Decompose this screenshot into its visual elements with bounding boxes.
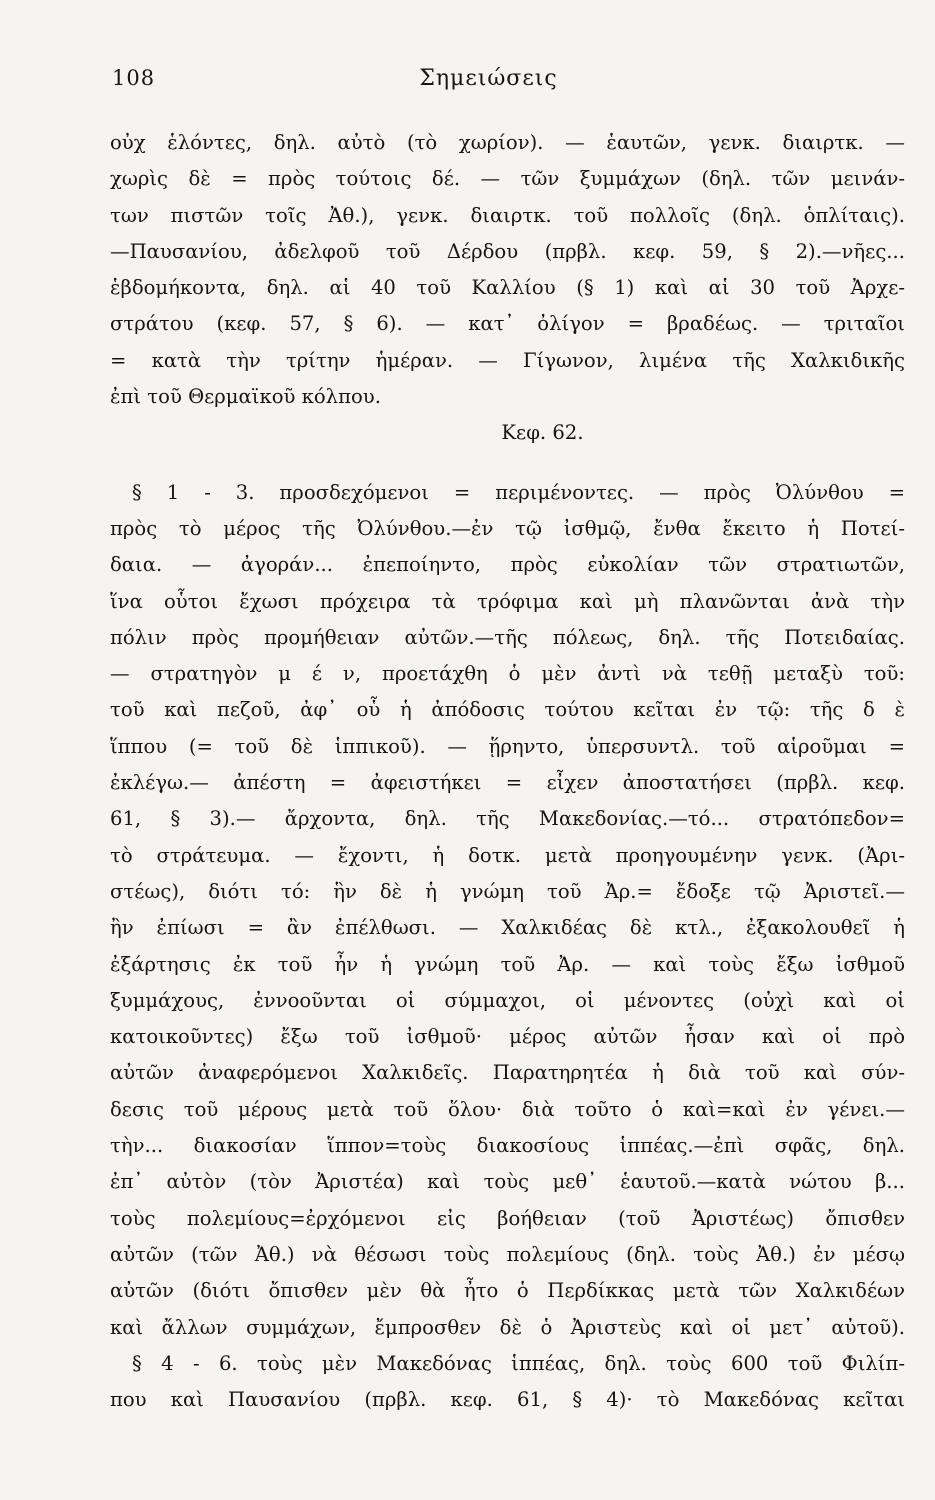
text-line: § 1 - 3. προσδεχόμενοι = περιμένοντες. — πρὸς Ὀλύνθου = — [132, 480, 905, 504]
text-line: ξυμμάχους, ἐννοοῦνται οἱ σύμμαχοι, οἱ μένοντες (οὐχὶ καὶ οἱ — [110, 988, 905, 1012]
text-line: ἵππου (= τοῦ δὲ ἱππικοῦ). — ᾕρηντο, ὑπερσυντλ. τοῦ αἱροῦμαι = — [110, 734, 905, 758]
text-line: ἐκλέγω.— ἀπέστη = ἀφειστήκει = εἶχεν ἀποστατήσει (πρβλ. κεφ. — [110, 771, 905, 795]
notes-body — [110, 125, 905, 1418]
text-line: ἑβδομήκοντα, δηλ. αἱ 40 τοῦ Καλλίου (§ 1) καὶ αἱ 30 τοῦ Ἀρχε- — [110, 276, 905, 300]
text-line: —Παυσανίου, ἀδελφοῦ τοῦ Δέρδου (πρβλ. κεφ. 59, § 2).—νῆες... — [110, 239, 905, 263]
text-line: — στρατηγὸν μ έ ν, προετάχθη ὁ μὲν ἀντὶ νὰ τεθῇ μεταξὺ τοῦ: — [110, 662, 905, 686]
text-line: τοὺς πολεμίους=ἐρχόμενοι εἰς βοήθειαν (τοῦ Ἀριστέως) ὄπισθεν — [110, 1206, 905, 1230]
text-line: 61, § 3).— ἄρχοντα, δηλ. τῆς Μακεδονίας.—τό... στρατόπεδον= — [110, 807, 905, 831]
page-number: 108 — [112, 66, 156, 90]
text-line: που καὶ Παυσανίου (πρβλ. κεφ. 61, § 4)· τὸ Μακεδόνας κεῖται — [110, 1388, 905, 1412]
text-line: § 4 - 6. τοὺς μὲν Μακεδόνας ἱππέας, δηλ. τοὺς 600 τοῦ Φιλίπ- — [132, 1351, 905, 1375]
text-line: αὐτῶν ἀναφερόμενοι Χαλκιδεῖς. Παρατηρητέα ἡ διὰ τοῦ καὶ σύν- — [110, 1061, 905, 1085]
text-line: κατοικοῦντες) ἔξω τοῦ ἰσθμοῦ· μέρος αὐτῶν ἦσαν καὶ οἱ πρὸ — [110, 1025, 905, 1049]
text-line: αὐτῶν (τῶν Ἀθ.) νὰ θέσωσι τοὺς πολεμίους (δηλ. τοὺς Ἀθ.) ἐν μέσῳ — [110, 1242, 905, 1266]
text-line: ἐπ᾽ αὐτὸν (τὸν Ἀριστέα) καὶ τοὺς μεθ᾽ ἑαυτοῦ.—κατὰ νώτου β... — [110, 1170, 905, 1194]
text-line: στράτου (κεφ. 57, § 6). — κατ᾽ ὀλίγον = βραδέως. — τριταῖοι — [110, 312, 905, 336]
text-line: των πιστῶν τοῖς Ἀθ.), γενκ. διαιρτκ. τοῦ πολλοῖς (δηλ. ὁπλίταις). — [110, 203, 905, 227]
text-line: πρὸς τὸ μέρος τῆς Ὀλύνθου.—ἐν τῷ ἰσθμῷ, ἔνθα ἔκειτο ἡ Ποτεί- — [110, 516, 905, 540]
text-line: στέως), διότι τό: ἣν δὲ ἡ γνώμη τοῦ Ἀρ.= ἔδοξε τῷ Ἀριστεῖ.— — [110, 879, 905, 903]
text-line: οὐχ ἑλόντες, δηλ. αὐτὸ (τὸ χωρίον). — ἑαυτῶν, γενκ. διαιρτκ. — — [110, 131, 905, 154]
text-line: τοῦ καὶ πεζοῦ, ἀφ᾽ οὗ ἡ ἀπόδοσις τούτου κεῖται ἐν τῷ: τῆς δ ὲ — [110, 698, 905, 722]
text-line: τὸ στράτευμα. — ἔχοντι, ἡ δοτκ. μετὰ προηγουμένην γενκ. (Ἀρι- — [110, 843, 905, 867]
text-line: τὴν... διακοσίαν ἵππον=τοὺς διακοσίους ἱππέας.—ἐπὶ σφᾶς, δηλ. — [110, 1134, 905, 1158]
text-line: δεσις τοῦ μέρους μετὰ τοῦ ὅλου· διὰ τοῦτο ὁ καὶ=καὶ ἐν γένει.— — [110, 1097, 905, 1121]
text-line: χωρὶς δὲ = πρὸς τούτοις δέ. — τῶν ξυμμάχων (δηλ. τῶν μεινάν- — [110, 167, 905, 191]
text-line: ἐξάρτησις ἐκ τοῦ ἦν ἡ γνώμη τοῦ Ἀρ. — καὶ τοὺς ἔξω ἰσθμοῦ — [110, 952, 905, 976]
page-header — [112, 60, 865, 100]
text-line: = κατὰ τὴν τρίτην ἡμέραν. — Γίγωνον, λιμένα τῆς Χαλκιδικῆς — [110, 348, 905, 372]
chapter-heading: Κεφ. 62. — [501, 421, 584, 445]
running-title: Σημειώσεις — [419, 66, 558, 91]
paragraph-1 — [110, 125, 905, 415]
paragraph-2 — [110, 475, 905, 1346]
text-line: ἐπὶ τοῦ Θερμαϊκοῦ κόλπου. — [110, 385, 381, 409]
text-line: ἢν ἐπίωσι = ἂν ἐπέλθωσι. — Χαλκιδέας δὲ κτλ., ἐξακολουθεῖ ἡ — [110, 916, 905, 940]
paragraph-3 — [110, 1346, 905, 1419]
text-line: αὐτῶν (διότι ὄπισθεν μὲν θὰ ἦτο ὁ Περδίκκας μετὰ τῶν Χαλκιδέων — [110, 1279, 905, 1303]
text-line: ἵνα οὗτοι ἔχωσι πρόχειρα τὰ τρόφιμα καὶ μὴ πλανῶνται ἀνὰ τὴν — [110, 589, 905, 613]
text-line: δαια. — ἀγοράν... ἐπεποίηντο, πρὸς εὐκολίαν τῶν στρατιωτῶν, — [110, 553, 905, 577]
text-line: καὶ ἄλλων συμμάχων, ἔμπροσθεν δὲ ὁ Ἀριστεὺς καὶ οἱ μετ᾽ αὐτοῦ). — [110, 1315, 905, 1339]
heading-spacer — [110, 452, 905, 475]
text-line: πόλιν πρὸς προμήθειαν αὐτῶν.—τῆς πόλεως, δηλ. τῆς Ποτειδαίας. — [110, 625, 905, 649]
